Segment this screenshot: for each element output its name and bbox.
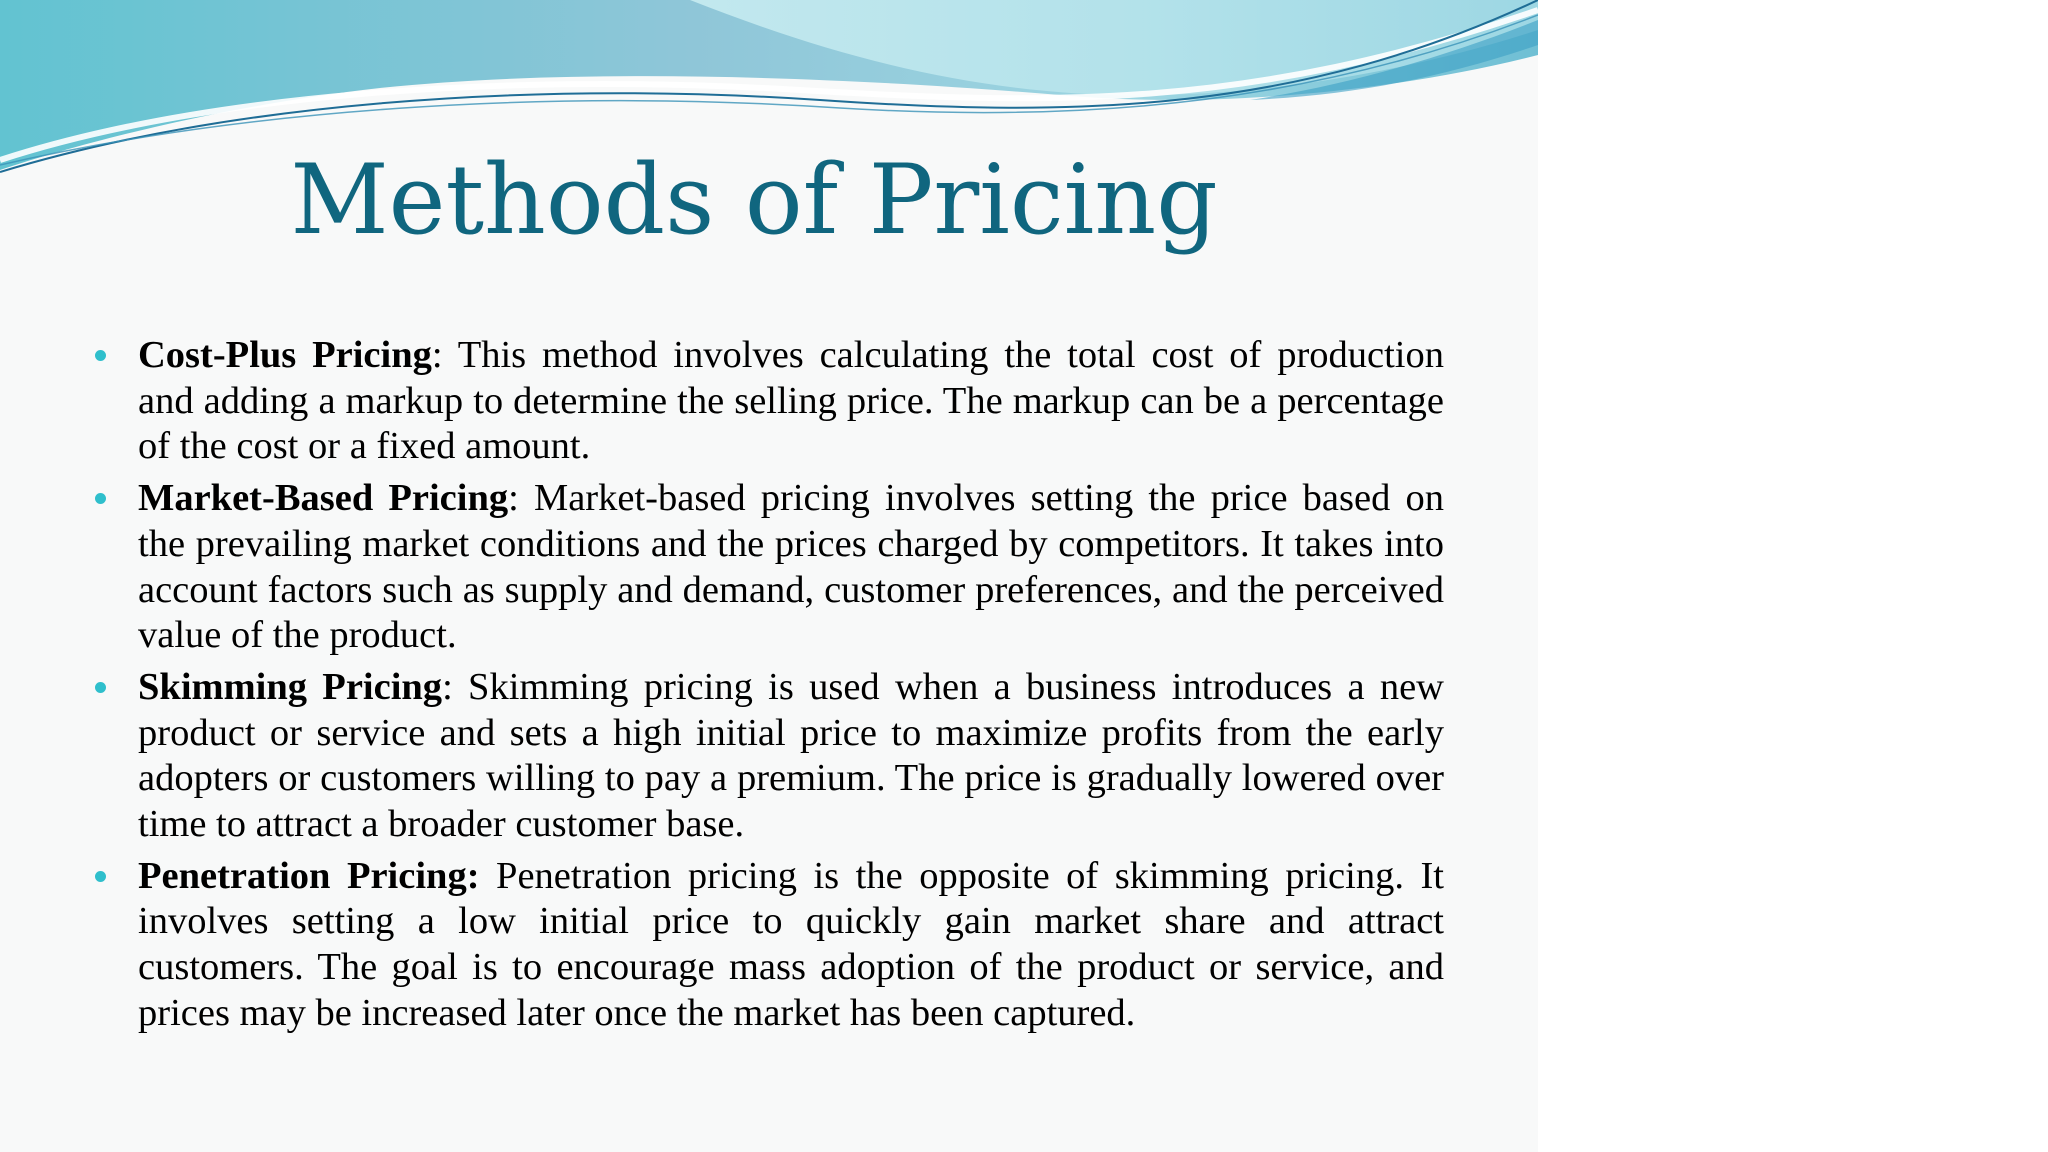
bullet-item-cost-plus xyxy=(88,333,1444,470)
bullet-separator: : xyxy=(431,334,443,376)
bullet-separator: : xyxy=(442,665,453,708)
bullet-text: Market-based pricing involves setting the price based on the prevailing market conditions and the prices charged by competitors. It takes into account factors such as supply and demand, customer preferences, and the perceived value of the product. xyxy=(138,477,1444,657)
slide-title: Methods of Pricing xyxy=(290,144,1218,256)
bullet-dot-icon xyxy=(95,350,106,361)
bullet-separator: : xyxy=(508,477,519,520)
bullet-text: Skimming pricing is used when a business introduces a new product or service and sets a high initial price to maximize profits from the early adopters or customers willing to pay a premium. The price is gradually lowered over time to attract a broader customer base. xyxy=(138,665,1444,846)
bullet-term: Penetration Pricing: xyxy=(138,854,480,897)
bullet-item-penetration xyxy=(88,854,1444,1037)
bullet-item-skimming xyxy=(88,665,1444,848)
bullet-term: Cost-Plus Pricing xyxy=(138,334,432,376)
bullet-text: This method involves calculating the total cost of production and adding a markup to determine the selling price. The markup can be a percentage of the cost or a fixed amount. xyxy=(138,334,1444,468)
blank-area xyxy=(1538,0,2048,1152)
bullet-dot-icon xyxy=(95,682,106,693)
bullet-dot-icon xyxy=(95,871,106,882)
bullet-list xyxy=(88,333,1444,1043)
bullet-text: Penetration pricing is the opposite of skimming pricing. It involves setting a low initial price to quickly gain market share and attract customers. The goal is to encourage mass adoption of the product or service, and prices may be increased later once the market has been captured. xyxy=(138,854,1444,1034)
bullet-dot-icon xyxy=(95,493,106,504)
bullet-term: Market-Based Pricing xyxy=(138,477,509,520)
bullet-item-market-based xyxy=(88,476,1444,659)
bullet-term: Skimming Pricing xyxy=(138,665,443,708)
